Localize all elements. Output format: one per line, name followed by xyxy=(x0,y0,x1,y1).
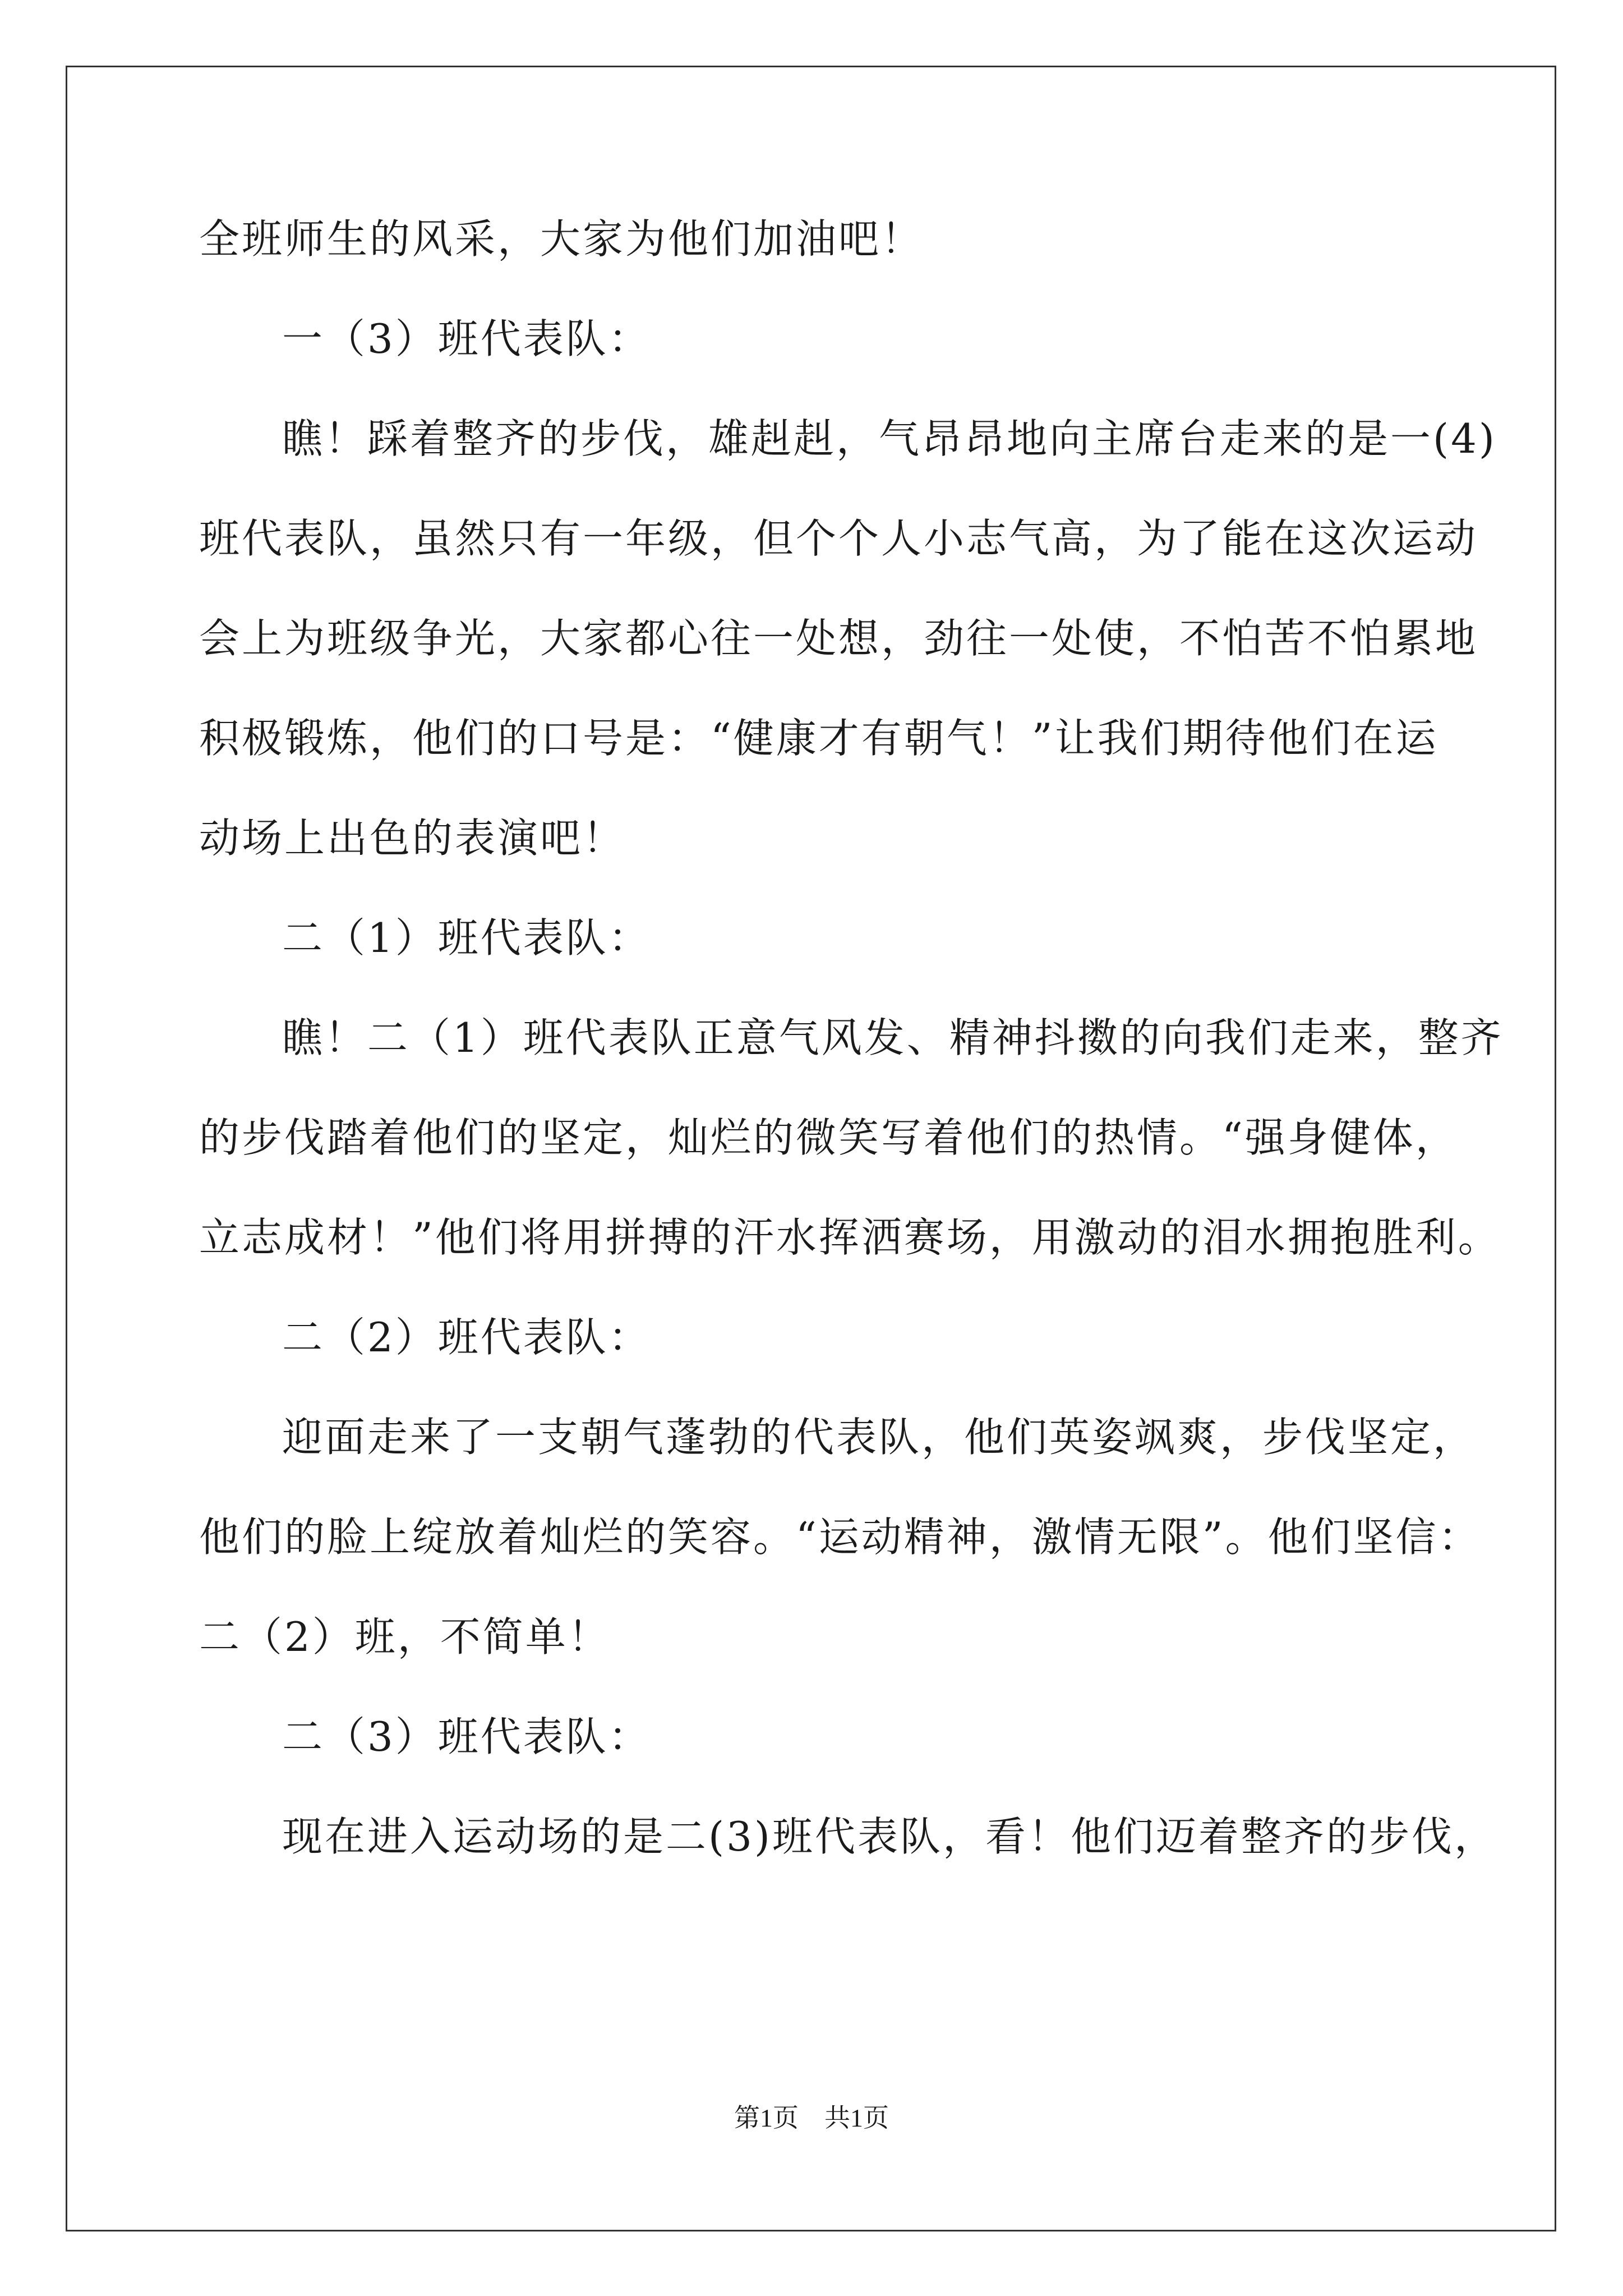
text-line: 的步伐踏着他们的坚定，灿烂的微笑写着他们的热情。“强身健体， xyxy=(199,1114,1458,1161)
text-line: 动场上出色的表演吧！ xyxy=(199,815,626,862)
page-number: 第1页 共1页 xyxy=(734,2104,889,2132)
section-heading: 一（3）班代表队： xyxy=(282,315,651,362)
text-line: 瞧！二（1）班代表队正意气风发、精神抖擞的向我们走来，整齐 xyxy=(282,1014,1504,1061)
text-line: 积极锻炼，他们的口号是：“健康才有朝气！”让我们期待他们在运 xyxy=(199,715,1438,762)
text-line: 立志成材！”他们将用拼搏的汗水挥洒赛场，用激动的泪水拥抱胜利。 xyxy=(199,1214,1501,1261)
text-line: 班代表队，虽然只有一年级，但个个人小志气高，为了能在这次运动 xyxy=(199,515,1478,562)
section-heading: 二（2）班代表队： xyxy=(282,1314,651,1361)
text-line: 全班师生的风采，大家为他们加油吧！ xyxy=(199,215,924,263)
text-line: 瞧！踩着整齐的步伐，雄赳赳，气昂昂地向主席台走来的是一(4) xyxy=(282,415,1497,462)
text-line: 会上为班级争光，大家都心往一处想，劲往一处使，不怕苦不怕累地 xyxy=(199,615,1478,662)
text-line: 二（2）班，不简单！ xyxy=(199,1613,611,1660)
text-line: 他们的脸上绽放着灿烂的笑容。“运动精神，激情无限”。他们坚信： xyxy=(199,1513,1481,1561)
section-heading: 二（3）班代表队： xyxy=(282,1713,651,1760)
text-line: 现在进入运动场的是二(3)班代表队，看！他们迈着整齐的步伐， xyxy=(282,1813,1497,1860)
section-heading: 二（1）班代表队： xyxy=(282,914,651,961)
text-line: 迎面走来了一支朝气蓬勃的代表队，他们英姿飒爽，步伐坚定， xyxy=(282,1414,1476,1461)
